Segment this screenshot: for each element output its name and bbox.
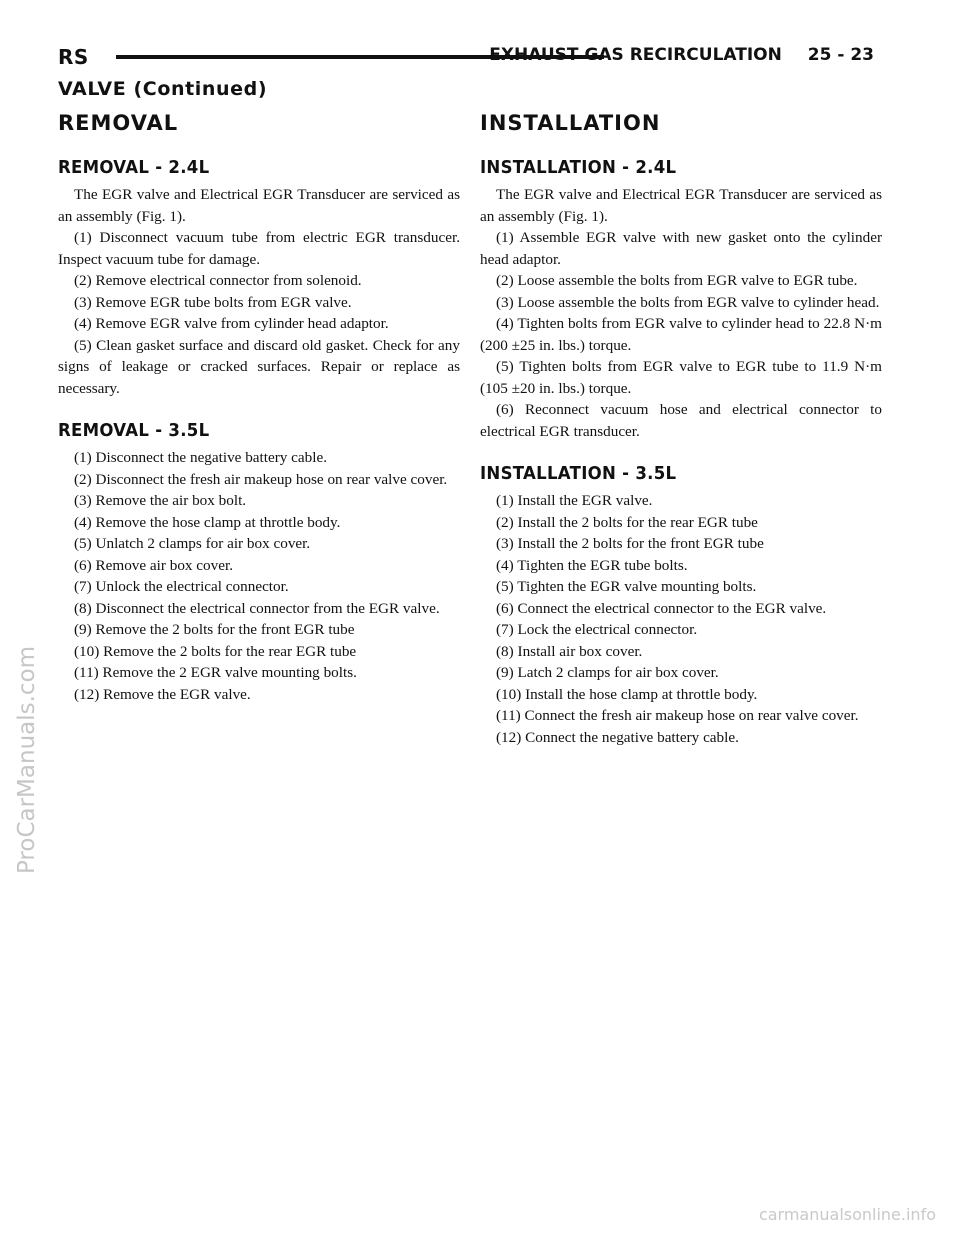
removal-2-4l-title: REMOVAL - 2.4L — [58, 157, 210, 178]
step: (3) Remove the air box bolt. — [74, 492, 247, 509]
step: (8) Install air box cover. — [496, 642, 643, 660]
step: (6) Connect the electrical connector to the EGR valve. — [496, 599, 827, 617]
step: (4) Remove EGR valve from cylinder head adaptor. — [74, 315, 389, 332]
step: (3) Remove EGR tube bolts from EGR valve. — [74, 293, 352, 311]
installation-title: INSTALLATION — [480, 111, 661, 135]
step: (2) Disconnect the fresh air makeup hose on rear valve cover. — [74, 470, 448, 488]
header-right — [489, 45, 874, 65]
removal-title: REMOVAL — [58, 111, 179, 135]
step: (6) Reconnect vacuum hose and electrical connector to electrical EGR transducer. — [480, 401, 882, 440]
left-column — [58, 108, 460, 705]
installation-3-5l-title: INSTALLATION - 3.5L — [480, 463, 677, 484]
right-column — [480, 108, 882, 748]
step: (8) Disconnect the electrical connector from the EGR valve. — [74, 599, 440, 617]
step: (5) Tighten bolts from EGR valve to EGR tube to 11.9 N·m (105 ±20 in. lbs.) torque. — [480, 358, 882, 397]
section-code: RS — [58, 45, 89, 69]
step: (10) Install the hose clamp at throttle body. — [496, 685, 758, 703]
page-header — [58, 45, 874, 73]
continued-label: VALVE (Continued) — [58, 78, 268, 100]
step: (5) Tighten the EGR valve mounting bolts. — [496, 578, 757, 595]
step: (2) Install the 2 bolts for the rear EGR tube — [496, 513, 758, 531]
step: (1) Disconnect vacuum tube from electric EGR transducer. Inspect vacuum tube for damage. — [58, 229, 460, 268]
removal-3-5l-title: REMOVAL - 3.5L — [58, 420, 210, 441]
footer-watermark: carmanualsonline.info — [758, 1205, 936, 1224]
step: (4) Tighten bolts from EGR valve to cylinder head to 22.8 N·m (200 ±25 in. lbs.) torque. — [480, 315, 882, 354]
step: (1) Install the EGR valve. — [496, 492, 653, 509]
paragraph: The EGR valve and Electrical EGR Transducer are serviced as an assembly (Fig. 1). — [480, 186, 882, 225]
side-watermark — [7, 510, 47, 1010]
installation-2-4l-title: INSTALLATION - 2.4L — [480, 157, 677, 178]
step: (7) Unlock the electrical connector. — [74, 578, 289, 595]
step: (10) Remove the 2 bolts for the rear EGR tube — [74, 642, 357, 660]
step: (7) Lock the electrical connector. — [496, 621, 698, 638]
step: (6) Remove air box cover. — [74, 556, 233, 574]
step: (12) Remove the EGR valve. — [74, 685, 251, 703]
step: (9) Remove the 2 bolts for the front EGR tube — [74, 621, 355, 638]
step: (4) Remove the hose clamp at throttle body. — [74, 513, 341, 531]
step: (5) Unlatch 2 clamps for air box cover. — [74, 535, 311, 552]
chapter-title: EXHAUST GAS RECIRCULATION — [489, 45, 782, 65]
step: (12) Connect the negative battery cable. — [496, 728, 739, 746]
step: (2) Loose assemble the bolts from EGR valve to EGR tube. — [496, 272, 858, 289]
step: (5) Clean gasket surface and discard old gasket. Check for any signs of leakage or cracked surfaces. Repair or replace as necessary. — [58, 336, 460, 397]
page-number: 25 - 23 — [807, 45, 874, 65]
paragraph: The EGR valve and Electrical EGR Transducer are serviced as an assembly (Fig. 1). — [58, 186, 460, 225]
step: (1) Assemble EGR valve with new gasket onto the cylinder head adaptor. — [480, 229, 882, 268]
step: (3) Loose assemble the bolts from EGR valve to cylinder head. — [496, 293, 880, 311]
side-watermark-text: ProCarManuals.com — [14, 645, 40, 875]
step: (11) Remove the 2 EGR valve mounting bolts. — [74, 664, 357, 681]
step: (4) Tighten the EGR tube bolts. — [496, 556, 688, 574]
step: (3) Install the 2 bolts for the front EGR tube — [496, 535, 764, 552]
step: (11) Connect the fresh air makeup hose on rear valve cover. — [496, 707, 859, 724]
step: (2) Remove electrical connector from solenoid. — [74, 272, 362, 289]
step: (9) Latch 2 clamps for air box cover. — [496, 664, 719, 681]
step: (1) Disconnect the negative battery cable. — [74, 449, 328, 466]
